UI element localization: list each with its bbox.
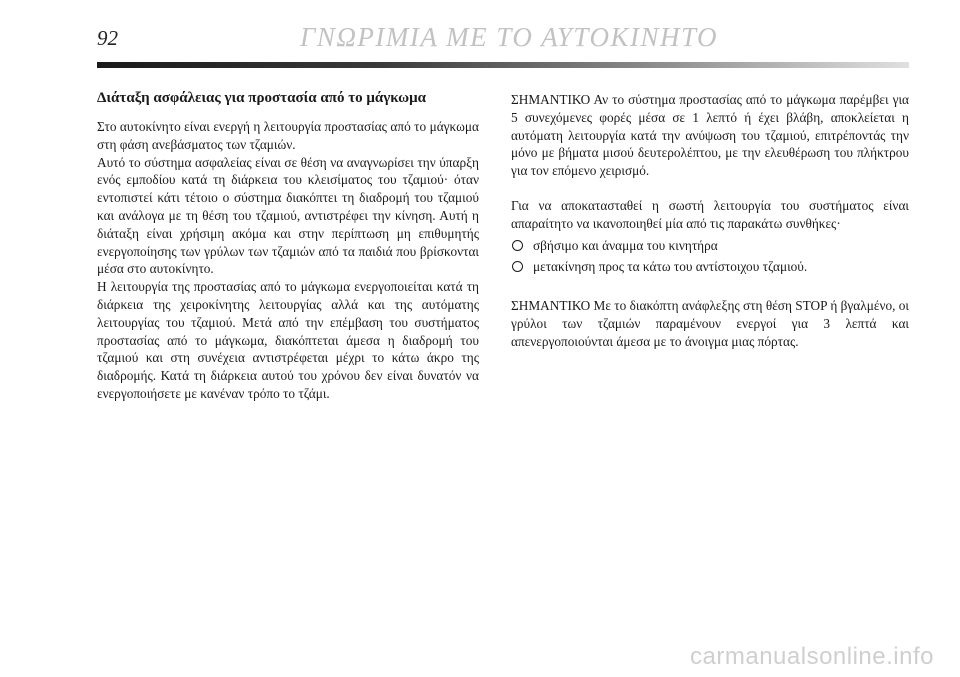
section-heading: Διάταξη ασφάλειας για προστασία από το μάγκωμα <box>97 90 427 106</box>
important-note-1: ΣΗΜΑΝΤΙΚΟ Αν το σύστημα προστασίας από το μάγκωμα παρέμβει για 5 συνεχόμενες φορές μέσα σε 1 λεπτό ή έχει βλάβη, αποκλείεται η αυτόματη λειτουργία κατά την ανύψωση του τζαμιού, επιτρέποντάς την μόνο με βήματα μισού δευτερολέπτου, με την ελευθέρωση του πλήκτρου για τον επόμενο χειρισμό. <box>511 92 909 179</box>
conditions-list <box>511 237 909 277</box>
restore-intro: Για να αποκατασταθεί η σωστή λειτουργία του συστήματος είναι απαραίτητο να ικανοποιηθεί μία από τις παρακάτω συνθήκες· <box>511 197 909 231</box>
page-number: 92 <box>97 26 118 50</box>
circle-bullet-icon <box>512 240 523 251</box>
list-item <box>511 237 909 255</box>
paragraph-system: Αυτό το σύστημα ασφαλείας είναι σε θέση να αναγνωρίσει την ύπαρξη ενός εμποδίου κατά τη διάρκεια του κλεισίματος του τζαμιού· όταν εντοπιστεί κάτι τέτοιο ο σύστημα διακόπτει τη διαδρομή του τζαμιού και ανάλογα με τη θέση του τζαμιού, αντιστρέφει την κίνηση. Αυτή η διάταξη είναι χρήσιμη ακόμα και στην περίπτωση μη επιθυμητής ενεργοποίησης των γρύλων των τζαμιών από τα παιδιά που βρίσκονται μέσα στο αυτοκίνητο. <box>97 154 479 277</box>
left-column <box>97 88 479 403</box>
header-rule <box>97 62 909 68</box>
paragraph-operation: Η λειτουργία της προστασίας από το μάγκωμα ενεργοποιείται κατά τη διάρκεια της χειροκίνητης λειτουργίας αλλά και της αυτόματης λειτουργίας του τζαμιού. Μετά από την επέμβαση του συστήματος προστασίας από το μάγκωμα, διακόπτεται άμεσα η διαδρομή του τζαμιού και στη συνέχεια αντιστρέφεται μέχρι το κάτω άκρο της διαδρομής. Κατά τη διάρκεια αυτού του χρόνου δεν είναι δυνατόν να ενεργοποιήσετε με κανέναν τρόπο το τζάμι. <box>97 279 479 401</box>
right-column <box>511 91 909 351</box>
watermark: carmanualsonline.info <box>690 643 934 670</box>
paragraph-intro: Στο αυτοκίνητο είναι ενεργή η λειτουργία προστασίας από το μάγκωμα στη φάση ανεβάσματος των τζαμιών. <box>97 119 479 152</box>
list-item <box>511 258 909 276</box>
circle-bullet-icon <box>512 261 523 272</box>
condition-text: μετακίνηση προς τα κάτω του αντίστοιχου τζαμιού. <box>533 259 808 275</box>
important-note-2: ΣΗΜΑΝΤΙΚΟ Με το διακόπτη ανάφλεξης στη θέση STOP ή βγαλμένο, οι γρύλοι των τζαμιών παραμένουν ενεργοί για 3 λεπτά και απενεργοποιούνται άμεσα με το άνοιγμα μιας πόρτας. <box>511 298 909 349</box>
condition-text: σβήσιμο και άναμμα του κινητήρα <box>533 237 718 253</box>
running-title: ΓΝΩΡΙΜΙΑ ΜΕ ΤΟ ΑΥΤΟΚΙΝΗΤΟ <box>300 22 718 52</box>
